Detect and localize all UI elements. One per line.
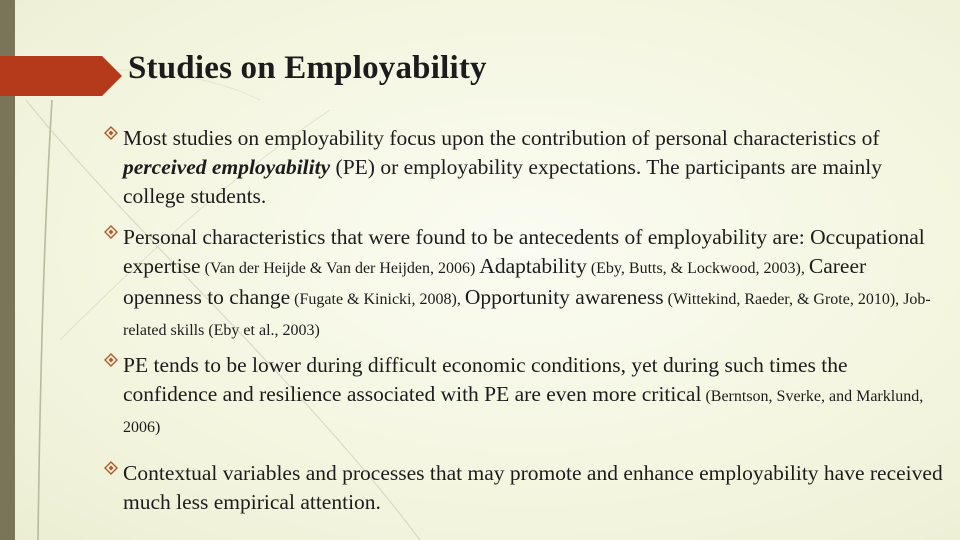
bullet-text: (PE) or employability expectations. The participants are mainly college students. — [123, 155, 883, 208]
bullet-item — [104, 223, 944, 345]
citation: (Wittekind, Raeder, & Grote, 2010), — [663, 291, 904, 308]
bullet-item — [104, 351, 944, 442]
bullet-item — [104, 459, 944, 517]
bullet-text: Most studies on employability focus upon the contribution of personal characteristics of — [123, 126, 880, 150]
bullet-emphasis: perceived employability — [123, 155, 331, 179]
citation: (Van der Heijde & Van der Heijden, 2006) — [200, 260, 480, 277]
antecedent-name: Occupational expertise — [123, 225, 925, 278]
diamond-bullet-icon — [104, 461, 118, 475]
title-accent-arrow — [0, 56, 122, 96]
antecedent-name: Adaptability — [479, 254, 587, 278]
citation: (Fugate & Kinicki, 2008), — [290, 291, 465, 308]
antecedent-name: Career openness to change — [123, 254, 867, 309]
antecedent-name: Job-related skills — [123, 291, 931, 339]
diamond-bullet-icon — [104, 225, 118, 239]
bullet-item — [104, 124, 944, 211]
slide-title: Studies on Employability — [128, 50, 487, 86]
diamond-bullet-icon — [104, 353, 118, 367]
bullet-list — [104, 124, 944, 517]
bullet-text: PE tends to be lower during difficult economic conditions, yet during such times the confidence and resilience associated with PE are even more critical — [123, 353, 848, 406]
bullet-text: Contextual variables and processes that may promote and enhance employability have received much less empirical attention. — [123, 461, 943, 514]
citation: (Berntson, Sverke, and Marklund, 2006) — [123, 388, 924, 436]
citation: (Eby, Butts, & Lockwood, 2003), — [586, 260, 809, 277]
citation: (Eby et al., 2003) — [204, 322, 320, 339]
bullet-text: Personal characteristics that were found to be antecedents of employability are: — [123, 225, 811, 249]
diamond-bullet-icon — [104, 126, 118, 140]
antecedent-name: Opportunity awareness — [464, 285, 664, 309]
